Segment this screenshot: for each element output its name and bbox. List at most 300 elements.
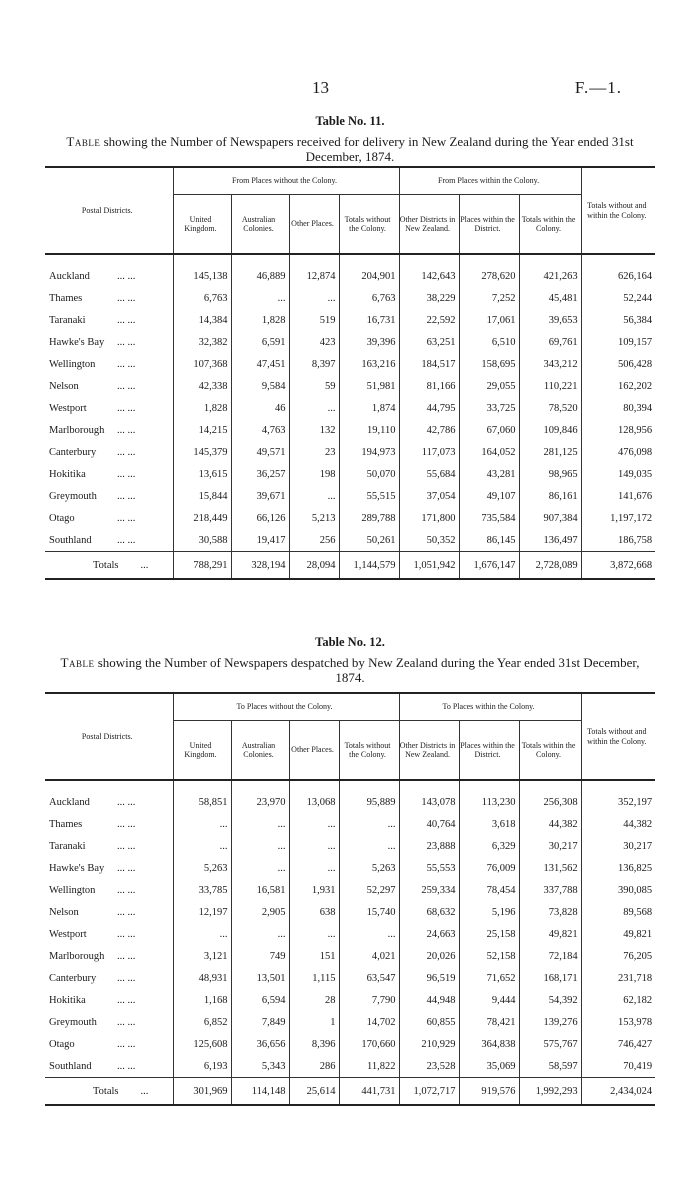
cell-value: 9,584 — [231, 375, 289, 397]
district-name — [45, 857, 173, 879]
cell-value: 4,021 — [339, 945, 399, 967]
table-11-body — [45, 254, 655, 579]
cell-value: 33,725 — [459, 397, 519, 419]
cell-value: 80,394 — [581, 397, 655, 419]
district-name — [45, 309, 173, 331]
cell-value: 19,110 — [339, 419, 399, 441]
col-places-within: Places within the District. — [459, 721, 519, 781]
cell-value: 575,767 — [519, 1033, 581, 1055]
leader-dots: ... ... — [117, 1060, 136, 1072]
cell-value: 33,785 — [173, 879, 231, 901]
cell-value: 421,263 — [519, 265, 581, 287]
cell-value: 151 — [289, 945, 339, 967]
cell-value: 145,379 — [173, 441, 231, 463]
cell-value: 218,449 — [173, 507, 231, 529]
cell-value: 44,382 — [519, 813, 581, 835]
cell-value: ... — [339, 813, 399, 835]
district-name — [45, 835, 173, 857]
table-row — [45, 967, 655, 989]
table-11-number: Table No. 11. — [315, 114, 385, 128]
cell-value: 44,795 — [399, 397, 459, 419]
cell-value: 55,684 — [399, 463, 459, 485]
leader-dots: ... ... — [117, 358, 136, 370]
cell-value: ... — [289, 397, 339, 419]
district-name — [45, 529, 173, 552]
cell-value: 1,992,293 — [519, 1078, 581, 1106]
cell-value: 142,643 — [399, 265, 459, 287]
cell-value: 63,251 — [399, 331, 459, 353]
district-label: Auckland — [49, 270, 90, 282]
cell-value: 6,510 — [459, 331, 519, 353]
table-row — [45, 397, 655, 419]
leader-dots: ... ... — [117, 1016, 136, 1028]
cell-value: 184,517 — [399, 353, 459, 375]
caption-lead: Table — [66, 134, 101, 149]
district-label: Nelson — [49, 380, 79, 392]
table-row — [45, 529, 655, 552]
leader-dots: ... ... — [117, 796, 136, 808]
cell-value: 3,872,668 — [581, 552, 655, 580]
district-name — [45, 552, 173, 580]
cell-value: 23 — [289, 441, 339, 463]
cell-value: 36,257 — [231, 463, 289, 485]
paper-reference: F.—1. — [574, 78, 622, 97]
cell-value: ... — [289, 287, 339, 309]
district-label: Totals — [93, 1085, 119, 1097]
cell-value: 48,931 — [173, 967, 231, 989]
cell-value: 390,085 — [581, 879, 655, 901]
cell-value: 204,901 — [339, 265, 399, 287]
leader-dots: ... ... — [117, 270, 136, 282]
district-label: Southland — [49, 1060, 92, 1072]
cell-value: 231,718 — [581, 967, 655, 989]
cell-value: 52,297 — [339, 879, 399, 901]
table-row — [45, 265, 655, 287]
cell-value: 141,676 — [581, 485, 655, 507]
cell-value: 35,069 — [459, 1055, 519, 1078]
cell-value: 162,202 — [581, 375, 655, 397]
cell-value: 1,828 — [231, 309, 289, 331]
leader-dots: ... ... — [117, 402, 136, 414]
cell-value: 2,434,024 — [581, 1078, 655, 1106]
cell-value: 32,382 — [173, 331, 231, 353]
cell-value: 28,094 — [289, 552, 339, 580]
cell-value: 158,695 — [459, 353, 519, 375]
cell-value: 1,072,717 — [399, 1078, 459, 1106]
table-row — [45, 945, 655, 967]
cell-value: 1,931 — [289, 879, 339, 901]
cell-value: 519 — [289, 309, 339, 331]
cell-value: 256,308 — [519, 791, 581, 813]
cell-value: 37,054 — [399, 485, 459, 507]
district-name — [45, 967, 173, 989]
district-label: Westport — [49, 402, 87, 414]
leader-dots: ... ... — [117, 994, 136, 1006]
cell-value: ... — [231, 813, 289, 835]
cell-value: ... — [173, 923, 231, 945]
col-other-districts: Other Districts in New Zealand. — [399, 195, 459, 255]
col-grand-total: Totals without and within the Colony. — [581, 167, 655, 254]
cell-value: 164,052 — [459, 441, 519, 463]
district-name — [45, 507, 173, 529]
cell-value: 62,182 — [581, 989, 655, 1011]
cell-value: 110,221 — [519, 375, 581, 397]
district-label: Otago — [49, 512, 75, 524]
col-grand-total: Totals without and within the Colony. — [581, 693, 655, 780]
cell-value: 81,166 — [399, 375, 459, 397]
cell-value: 86,145 — [459, 529, 519, 552]
col-totals-within: Totals within the Colony. — [519, 195, 581, 255]
cell-value: 4,763 — [231, 419, 289, 441]
table-row — [45, 375, 655, 397]
cell-value: 23,970 — [231, 791, 289, 813]
cell-value: 476,098 — [581, 441, 655, 463]
cell-value: 919,576 — [459, 1078, 519, 1106]
cell-value: 907,384 — [519, 507, 581, 529]
cell-value: 39,671 — [231, 485, 289, 507]
table-row — [45, 901, 655, 923]
cell-value: 143,078 — [399, 791, 459, 813]
cell-value: 506,428 — [581, 353, 655, 375]
cell-value: 59 — [289, 375, 339, 397]
leader-dots: ... ... — [117, 840, 136, 852]
cell-value: 68,632 — [399, 901, 459, 923]
cell-value: 139,276 — [519, 1011, 581, 1033]
district-label: Hawke's Bay — [49, 336, 105, 348]
cell-value: 58,851 — [173, 791, 231, 813]
cell-value: 22,592 — [399, 309, 459, 331]
district-name — [45, 485, 173, 507]
cell-value: 7,790 — [339, 989, 399, 1011]
cell-value: 29,055 — [459, 375, 519, 397]
cell-value: 7,849 — [231, 1011, 289, 1033]
cell-value: 78,454 — [459, 879, 519, 901]
district-name — [45, 901, 173, 923]
cell-value: 6,763 — [339, 287, 399, 309]
district-label: Canterbury — [49, 972, 97, 984]
leader-dots: ... ... — [117, 884, 136, 896]
cell-value: 109,157 — [581, 331, 655, 353]
leader-dots: ... ... — [117, 336, 136, 348]
cell-value: 42,338 — [173, 375, 231, 397]
group-within: From Places within the Colony. — [399, 167, 581, 195]
cell-value: 44,948 — [399, 989, 459, 1011]
district-label: Southland — [49, 534, 92, 546]
cell-value: 46 — [231, 397, 289, 419]
cell-value: 128,956 — [581, 419, 655, 441]
cell-value: 50,261 — [339, 529, 399, 552]
cell-value: 6,763 — [173, 287, 231, 309]
cell-value: 125,608 — [173, 1033, 231, 1055]
cell-value: 1 — [289, 1011, 339, 1033]
cell-value: 63,547 — [339, 967, 399, 989]
district-name — [45, 879, 173, 901]
district-name — [45, 1011, 173, 1033]
cell-value: ... — [289, 485, 339, 507]
cell-value: 3,618 — [459, 813, 519, 835]
cell-value: 50,070 — [339, 463, 399, 485]
cell-value: 109,846 — [519, 419, 581, 441]
district-label: Greymouth — [49, 1016, 97, 1028]
table-row — [45, 835, 655, 857]
cell-value: 95,889 — [339, 791, 399, 813]
table-row — [45, 791, 655, 813]
cell-value: 36,656 — [231, 1033, 289, 1055]
cell-value: 46,889 — [231, 265, 289, 287]
table-row — [45, 857, 655, 879]
cell-value: 441,731 — [339, 1078, 399, 1106]
cell-value: 98,965 — [519, 463, 581, 485]
district-name — [45, 287, 173, 309]
cell-value: 20,026 — [399, 945, 459, 967]
cell-value: 6,329 — [459, 835, 519, 857]
table-12-number: Table No. 12. — [315, 635, 385, 649]
cell-value: 114,148 — [231, 1078, 289, 1106]
cell-value: ... — [231, 835, 289, 857]
col-totals-within: Totals within the Colony. — [519, 721, 581, 781]
cell-value: 1,874 — [339, 397, 399, 419]
cell-value: 289,788 — [339, 507, 399, 529]
leader-dots: ... ... — [117, 446, 136, 458]
cell-value: 30,217 — [581, 835, 655, 857]
cell-value: 14,215 — [173, 419, 231, 441]
group-without: From Places without the Colony. — [173, 167, 399, 195]
district-name — [45, 1078, 173, 1106]
cell-value: 7,252 — [459, 287, 519, 309]
cell-value: ... — [289, 857, 339, 879]
district-label: Wellington — [49, 884, 96, 896]
cell-value: 1,144,579 — [339, 552, 399, 580]
cell-value: 5,213 — [289, 507, 339, 529]
table-row — [45, 1033, 655, 1055]
cell-value: 328,194 — [231, 552, 289, 580]
cell-value: ... — [289, 813, 339, 835]
district-name — [45, 397, 173, 419]
caption-lead: Table — [60, 655, 95, 670]
cell-value: 76,009 — [459, 857, 519, 879]
cell-value: ... — [231, 923, 289, 945]
cell-value: 259,334 — [399, 879, 459, 901]
cell-value: 96,519 — [399, 967, 459, 989]
table-row — [45, 441, 655, 463]
cell-value: 788,291 — [173, 552, 231, 580]
district-name — [45, 923, 173, 945]
cell-value: ... — [231, 287, 289, 309]
page-number: 13 — [312, 78, 329, 97]
district-label: Greymouth — [49, 490, 97, 502]
cell-value: 5,263 — [173, 857, 231, 879]
cell-value: 78,520 — [519, 397, 581, 419]
cell-value: 5,196 — [459, 901, 519, 923]
cell-value: 67,060 — [459, 419, 519, 441]
cell-value: ... — [289, 923, 339, 945]
cell-value: 746,427 — [581, 1033, 655, 1055]
cell-value: 14,384 — [173, 309, 231, 331]
cell-value: 19,417 — [231, 529, 289, 552]
leader-dots: ... ... — [117, 950, 136, 962]
cell-value: 136,497 — [519, 529, 581, 552]
cell-value: 749 — [231, 945, 289, 967]
cell-value: 113,230 — [459, 791, 519, 813]
district-name — [45, 989, 173, 1011]
table-11 — [45, 166, 655, 580]
district-name — [45, 441, 173, 463]
cell-value: 11,822 — [339, 1055, 399, 1078]
district-label: Hawke's Bay — [49, 862, 105, 874]
cell-value: 25,614 — [289, 1078, 339, 1106]
cell-value: ... — [231, 857, 289, 879]
cell-value: 55,553 — [399, 857, 459, 879]
group-within: To Places within the Colony. — [399, 693, 581, 721]
cell-value: 54,392 — [519, 989, 581, 1011]
cell-value: 52,244 — [581, 287, 655, 309]
cell-value: 1,051,942 — [399, 552, 459, 580]
cell-value: 60,855 — [399, 1011, 459, 1033]
table-row — [45, 419, 655, 441]
col-totals-without: Totals without the Colony. — [339, 721, 399, 781]
cell-value: 12,874 — [289, 265, 339, 287]
cell-value: 44,382 — [581, 813, 655, 835]
district-label: Marlborough — [49, 950, 105, 962]
cell-value: 43,281 — [459, 463, 519, 485]
table-row — [45, 1011, 655, 1033]
col-totals-without: Totals without the Colony. — [339, 195, 399, 255]
cell-value: 5,343 — [231, 1055, 289, 1078]
district-name — [45, 945, 173, 967]
cell-value: 58,597 — [519, 1055, 581, 1078]
cell-value: 13,068 — [289, 791, 339, 813]
group-without: To Places without the Colony. — [173, 693, 399, 721]
cell-value: 25,158 — [459, 923, 519, 945]
cell-value: 71,652 — [459, 967, 519, 989]
cell-value: 186,758 — [581, 529, 655, 552]
col-postal-districts: Postal Districts. — [45, 693, 173, 780]
cell-value: 735,584 — [459, 507, 519, 529]
page-header — [0, 78, 700, 100]
col-uk: United Kingdom. — [173, 195, 231, 255]
table-row — [45, 331, 655, 353]
cell-value: 132 — [289, 419, 339, 441]
cell-value: 23,888 — [399, 835, 459, 857]
cell-value: 78,421 — [459, 1011, 519, 1033]
cell-value: 49,821 — [581, 923, 655, 945]
cell-value: 23,528 — [399, 1055, 459, 1078]
table-row — [45, 353, 655, 375]
cell-value: 9,444 — [459, 989, 519, 1011]
cell-value: 52,158 — [459, 945, 519, 967]
district-label: Hokitika — [49, 468, 86, 480]
cell-value: 343,212 — [519, 353, 581, 375]
col-australian: Australian Colonies. — [231, 195, 289, 255]
cell-value: 194,973 — [339, 441, 399, 463]
district-name — [45, 791, 173, 813]
cell-value: 301,969 — [173, 1078, 231, 1106]
cell-value: 5,263 — [339, 857, 399, 879]
district-name — [45, 419, 173, 441]
cell-value: 13,615 — [173, 463, 231, 485]
leader-dots: ... ... — [117, 468, 136, 480]
cell-value: 72,184 — [519, 945, 581, 967]
district-label: Westport — [49, 928, 87, 940]
cell-value: 1,676,147 — [459, 552, 519, 580]
cell-value: 153,978 — [581, 1011, 655, 1033]
cell-value: 49,107 — [459, 485, 519, 507]
cell-value: 15,844 — [173, 485, 231, 507]
cell-value: 17,061 — [459, 309, 519, 331]
cell-value: 6,852 — [173, 1011, 231, 1033]
cell-value: ... — [339, 923, 399, 945]
cell-value: 12,197 — [173, 901, 231, 923]
cell-value: 364,838 — [459, 1033, 519, 1055]
leader-dots: ... ... — [117, 490, 136, 502]
cell-value: 3,121 — [173, 945, 231, 967]
district-name — [45, 331, 173, 353]
table-row — [45, 923, 655, 945]
district-name — [45, 813, 173, 835]
cell-value: ... — [339, 835, 399, 857]
cell-value: 1,115 — [289, 967, 339, 989]
cell-value: 198 — [289, 463, 339, 485]
district-name — [45, 375, 173, 397]
col-other-places: Other Places. — [289, 195, 339, 255]
cell-value: 8,397 — [289, 353, 339, 375]
caption-text: showing the Number of Newspapers despatched by New Zealand during the Year ended 31st December, 1874. — [97, 655, 640, 685]
cell-value: 40,764 — [399, 813, 459, 835]
cell-value: ... — [173, 835, 231, 857]
cell-value: 66,126 — [231, 507, 289, 529]
caption-text: showing the Number of Newspapers received for delivery in New Zealand during the Year ended 31st December, 1874. — [103, 134, 634, 164]
cell-value: 16,731 — [339, 309, 399, 331]
cell-value: 171,800 — [399, 507, 459, 529]
cell-value: 38,229 — [399, 287, 459, 309]
totals-row — [45, 1078, 655, 1106]
cell-value: 50,352 — [399, 529, 459, 552]
district-label: Otago — [49, 1038, 75, 1050]
district-name — [45, 1033, 173, 1055]
cell-value: 278,620 — [459, 265, 519, 287]
table-row — [45, 1055, 655, 1078]
cell-value: 30,217 — [519, 835, 581, 857]
cell-value: 168,171 — [519, 967, 581, 989]
totals-row — [45, 552, 655, 580]
cell-value: 49,821 — [519, 923, 581, 945]
cell-value: 145,138 — [173, 265, 231, 287]
cell-value: 42,786 — [399, 419, 459, 441]
cell-value: 39,653 — [519, 309, 581, 331]
col-other-places: Other Places. — [289, 721, 339, 781]
table-row — [45, 813, 655, 835]
cell-value: 69,761 — [519, 331, 581, 353]
district-label: Totals — [93, 559, 119, 571]
cell-value: 76,205 — [581, 945, 655, 967]
spacer-row — [45, 254, 655, 265]
table-row — [45, 507, 655, 529]
cell-value: 51,981 — [339, 375, 399, 397]
district-name — [45, 265, 173, 287]
leader-dots: ... ... — [117, 380, 136, 392]
cell-value: 30,588 — [173, 529, 231, 552]
cell-value: 6,591 — [231, 331, 289, 353]
table-row — [45, 309, 655, 331]
cell-value: 24,663 — [399, 923, 459, 945]
cell-value: 281,125 — [519, 441, 581, 463]
table-12-caption — [45, 655, 655, 685]
cell-value: 14,702 — [339, 1011, 399, 1033]
district-label: Wellington — [49, 358, 96, 370]
leader-dots: ... ... — [117, 292, 136, 304]
cell-value: 55,515 — [339, 485, 399, 507]
table-row — [45, 463, 655, 485]
